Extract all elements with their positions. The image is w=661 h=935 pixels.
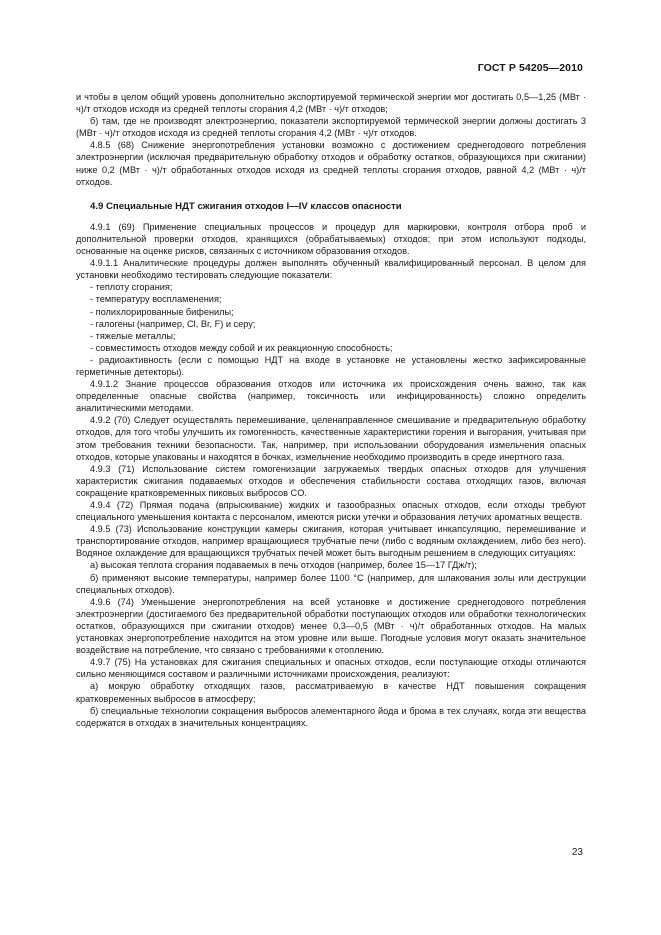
paragraph: 4.9.1.2 Знание процессов образования отходов или источника их происхождения очень важно, так как определенные опасные свойства (например, токсичность или инфицированность) сложно определить аналитическими методами.: [76, 379, 586, 414]
paragraph: 4.9.3 (71) Использование систем гомогенизации загружаемых твердых опасных отходов для улучшения характеристик сжигания подаваемых отходов и обеспечения стабильности состава отходящих газов, включая сокращение кратковременных пиковых выбросов CO.: [76, 463, 586, 498]
page-number: 23: [571, 847, 583, 858]
paragraph: 4.9.2 (70) Следует осуществлять перемешивание, целенаправленное смешивание и предварительную обработку отходов, для того чтобы улучшить их гомогенность, качественные характеристики горения и выгорания, учитывая при этом требования техники безопасности. Так, например, при использовании оборудования измельчения опасных отходов, которые упакованы и находятся в бочках, измельчение необходимо производить в среде инертного газа.: [76, 415, 586, 462]
paragraph: б) применяют высокие температуры, например более 1100 °C (например, для шлакования золы или деструкции специальных отходов).: [76, 572, 586, 595]
list-item: - совместимость отходов между собой и их реакционную способность;: [90, 342, 393, 353]
paragraph: и чтобы в целом общий уровень дополнительно экспортируемой термической энергии мог достигать 0,5—1,25 (МВт · ч)/т отходов исходя из средней теплоты сгорания 4,2 (МВт · ч)/т отходов;: [76, 92, 586, 115]
paragraph: б) там, где не производят электроэнергию, показатели экспортируемой термической энергии должны достигать 3 (МВт · ч)/т отходов исходя из средней теплоты сгорания 4,2 (МВт · ч)/т отходов.: [76, 116, 586, 139]
list-item: - тяжелые металлы;: [90, 330, 176, 341]
list-item: - теплоту сгорания;: [90, 282, 173, 293]
paragraph: 4.9.1 (69) Применение специальных процессов и процедур для маркировки, контроля отбора проб и дополнительной проверки отходов, хранящихся (обрабатываемых) отходов; при этом используют подходы, основанные на оценке рисков, связанных с источником образования отходов.: [76, 221, 586, 257]
paragraph: 4.9.5 (73) Использование конструкции камеры сжигания, которая учитывает инкапсуляцию, перемешивание и транспортирование отходов, например вращающиеся трубчатые печи (либо с водяным охлаждением, либо без него). Водяное охлаждение для вращающихся трубчатых печей может быть выгодным решением в следующих ситуациях:: [76, 524, 586, 559]
paragraph: б) специальные технологии сокращения выбросов элементарного йода и брома в тех случаях, когда эти вещества содержатся в отходах в значительных концентрациях.: [76, 705, 586, 728]
list-item: - полихлорированные бифенилы;: [90, 306, 234, 317]
list-item: - радиоактивность (если с помощью НДТ на входе в установке не установлены жестко зафиксированные герметичные детекторы).: [76, 354, 586, 377]
list-item: - температуру воспламенения;: [90, 294, 222, 305]
paragraph: а) высокая теплота сгорания подаваемых в печь отходов (например, более 15—17 ГДж/т);: [90, 560, 477, 571]
paragraph: 4.9.1.1 Аналитические процедуры должен выполнять обученный квалифицированный персонал. В целом для установки необходимо тестировать следующие показатели:: [76, 258, 586, 281]
document-code-header: ГОСТ Р 54205—2010: [477, 62, 583, 74]
paragraph: 4.9.7 (75) На установках для сжигания специальных и опасных отходов, если поступающие отходы отличаются сильно меняющимся составом и различными источниками происхождения, реализуют:: [76, 657, 586, 680]
list-item: - галогены (например, Cl, Br, F) и серу;: [90, 318, 256, 329]
document-body: [76, 91, 586, 729]
paragraph: 4.9.4 (72) Прямая подача (впрыскивание) жидких и газообразных опасных отходов, если отходы требуют специального уменьшения контакта с персоналом, имеются риски утечки и образования летучих ароматных веществ.: [76, 500, 586, 523]
paragraph: а) мокрую обработку отходящих газов, рассматриваемую в качестве НДТ повышения сокращения кратковременных выбросов в атмосферу;: [76, 681, 586, 704]
paragraph: 4.9.6 (74) Уменьшение энергопотребления на всей установке и достижение среднегодового потребления электроэнергии (достигаемого без предварительной обработки поступающих отходов или обработки технологических остатков, образующихся при сжигании отходов) менее 0,3—0,5 (МВт · ч)/т обработанных отходов. На малых установках энергопотребление находится на этом уровне или выше. Погодные условия могут оказать значительное воздействие на потребление, что связано с требованиями к отоплению.: [76, 596, 586, 656]
paragraph: 4.8.5 (68) Снижение энергопотребления установки возможно с достижением среднегодового потребления электроэнергии (исключая предварительную обработку отходов и обработку остатков, образующихся при сжигании) ниже 0,2 (МВт · ч)/т обработанных отходов исходя из средней теплоты сгорания отходов, равной 4,2 (МВт · ч)/т отходов.: [76, 140, 586, 187]
section-heading: 4.9 Специальные НДТ сжигания отходов I—IV классов опасности: [90, 200, 402, 212]
bullet-list: [76, 281, 586, 378]
